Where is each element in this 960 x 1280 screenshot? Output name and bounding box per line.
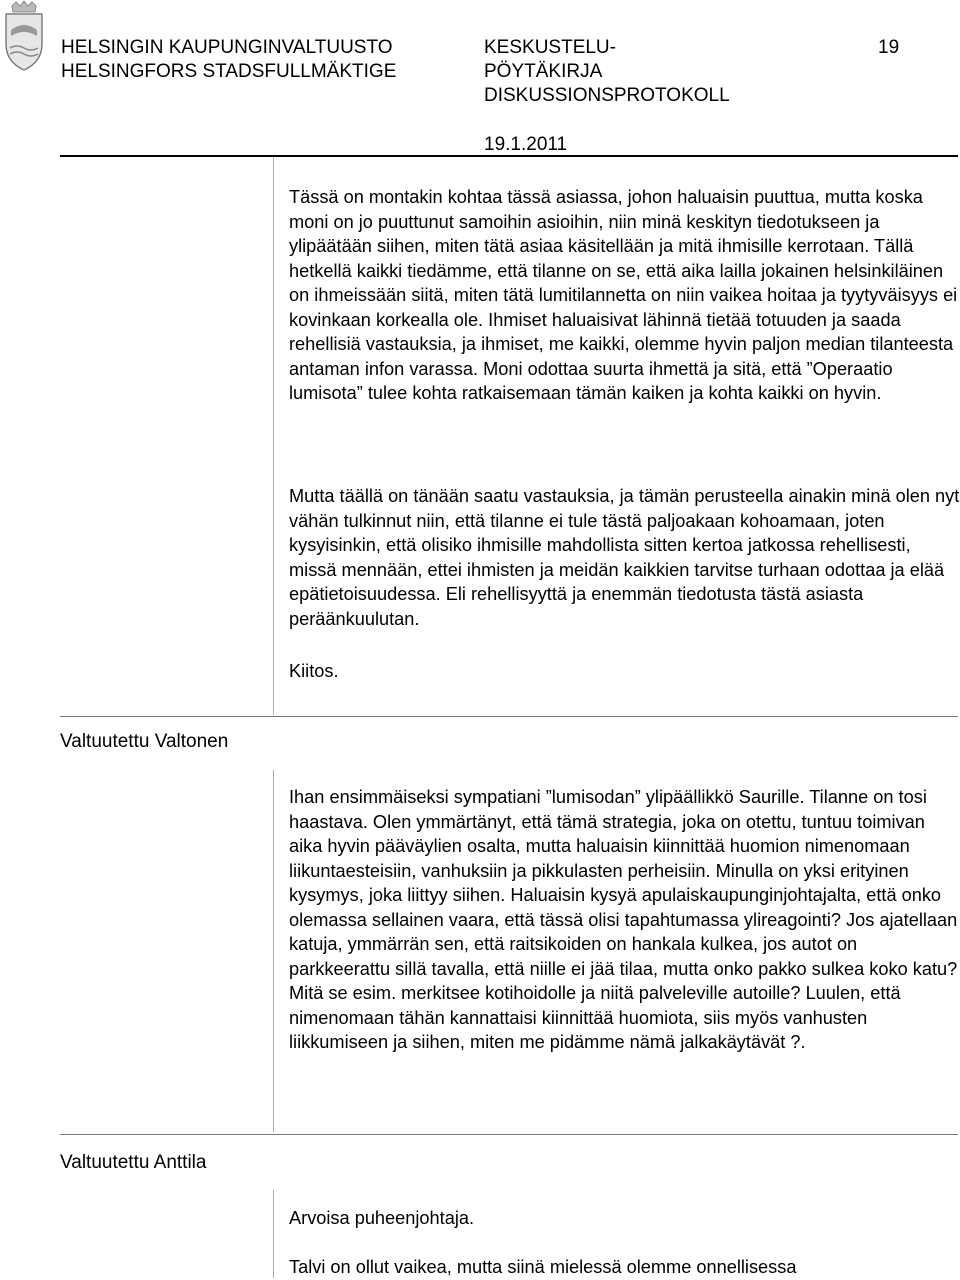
- paragraph-1: Tässä on montakin kohtaa tässä asiassa, johon haluaisin puuttua, mutta koska moni on jo puuttunut samoihin asioihin, niin minä keskityn tiedotukseen ja ylipäätään siihen, miten tätä asiaa käsitellään ja mitä ihmisille kerrotaan. Tällä hetkellä kaikki tiedämme, että tilanne on se, että aika lailla jokainen helsinkiläinen on ihmeissään siitä, miten tätä lumitilannetta on niin vaikea hoitaa ja tyytyväisyys ei kovinkaan korkealla ole. Ihmiset haluaisivat lähinnä tietää totuuden ja saada rehellisiä vastauksia, ja ihmiset, me kaikki, olemme hyvin paljon median tilanteesta antaman infon varassa. Moni odottaa suurta ihmettä ja sitä, että ”Operaatio lumisota” tulee kohta ratkaisemaan tämän kaiken ja kohta kaikki on hyvin.: [289, 187, 958, 403]
- org-name-finnish: HELSINGIN KAUPUNGINVALTUUSTO: [61, 37, 393, 58]
- speaker-name-valtonen: Valtuutettu Valtonen: [60, 731, 229, 752]
- helsinki-crest-logo: [2, 0, 46, 72]
- paragraph-anttila-greeting: Arvoisa puheenjohtaja.: [289, 1208, 475, 1228]
- org-name-swedish: HELSINGFORS STADSFULLMÄKTIGE: [61, 61, 397, 82]
- doc-type-line-3: DISKUSSIONSPROTOKOLL: [484, 85, 730, 106]
- margin-guide-1: [273, 157, 274, 715]
- page-number: 19: [878, 37, 900, 58]
- document-date: 19.1.2011: [484, 134, 568, 155]
- paragraph-2: Mutta täällä on tänään saatu vastauksia, ja tämän perusteella ainakin minä olen nyt vähän tulkinnut niin, että tilanne ei tule tästä paljoakaan kohoamaan, joten kysyisinkin, että olisiko ihmisille mahdollista sitten kertoa jatkossa rehellisesti, missä mennään, ettei ihmisten ja meidän kaikkien tarvitse turhaan odottaa ja elää epätietoisuudessa. Eli rehellisyyttä ja enemmän tiedotusta tästä asiasta peräänkuulutan.: [289, 486, 960, 629]
- section-divider-2: [60, 1134, 958, 1135]
- section-divider-1: [60, 716, 958, 717]
- paragraph-anttila-start: Talvi on ollut vaikea, mutta siinä mielessä olemme onnellisessa: [289, 1257, 797, 1277]
- header-divider: [60, 155, 958, 157]
- speaker-name-anttila: Valtuutettu Anttila: [60, 1152, 207, 1173]
- paragraph-valtonen: Ihan ensimmäiseksi sympatiani ”lumisodan” ylipäällikkö Saurille. Tilanne on tosi haastava. Olen ymmärtänyt, että tämä strategia, joka on otettu, tuntuu toimivan aika hyvin pääväylien osalta, mutta haluaisin kiinnittää huomion nimenomaan liikuntaesteisiin, vanhuksiin ja pikkulasten perheisiin. Minulla on yksi erityinen kysymys, joka liittyy siihen. Haluaisin kysyä apulaiskaupunginjohtajalta, että onko olemassa sellainen vaara, että tässä olisi tapahtumassa ylireagointi? Jos ajatellaan katuja, ymmärrän sen, että raitsikoiden on hankala kulkea, jos autot on parkkeerattu sillä tavalla, että niille ei jää tilaa, mutta onko pakko sulkea koko katu? Mitä se esim. merkitsee kotihoidolle ja niitä palveleville autoille? Luulen, että nimenomaan tähän kannattaisi kiinnittää huomiota, siis myös vanhusten liikkumiseen ja siihen, miten me pidämme nämä jalkakäytävät ?.: [289, 787, 958, 1052]
- doc-type-line-1: KESKUSTELU-: [484, 37, 616, 58]
- margin-guide-2: [273, 770, 274, 1132]
- paragraph-thanks: Kiitos.: [289, 661, 339, 681]
- margin-guide-3: [273, 1190, 274, 1278]
- doc-type-line-2: PÖYTÄKIRJA: [484, 61, 603, 82]
